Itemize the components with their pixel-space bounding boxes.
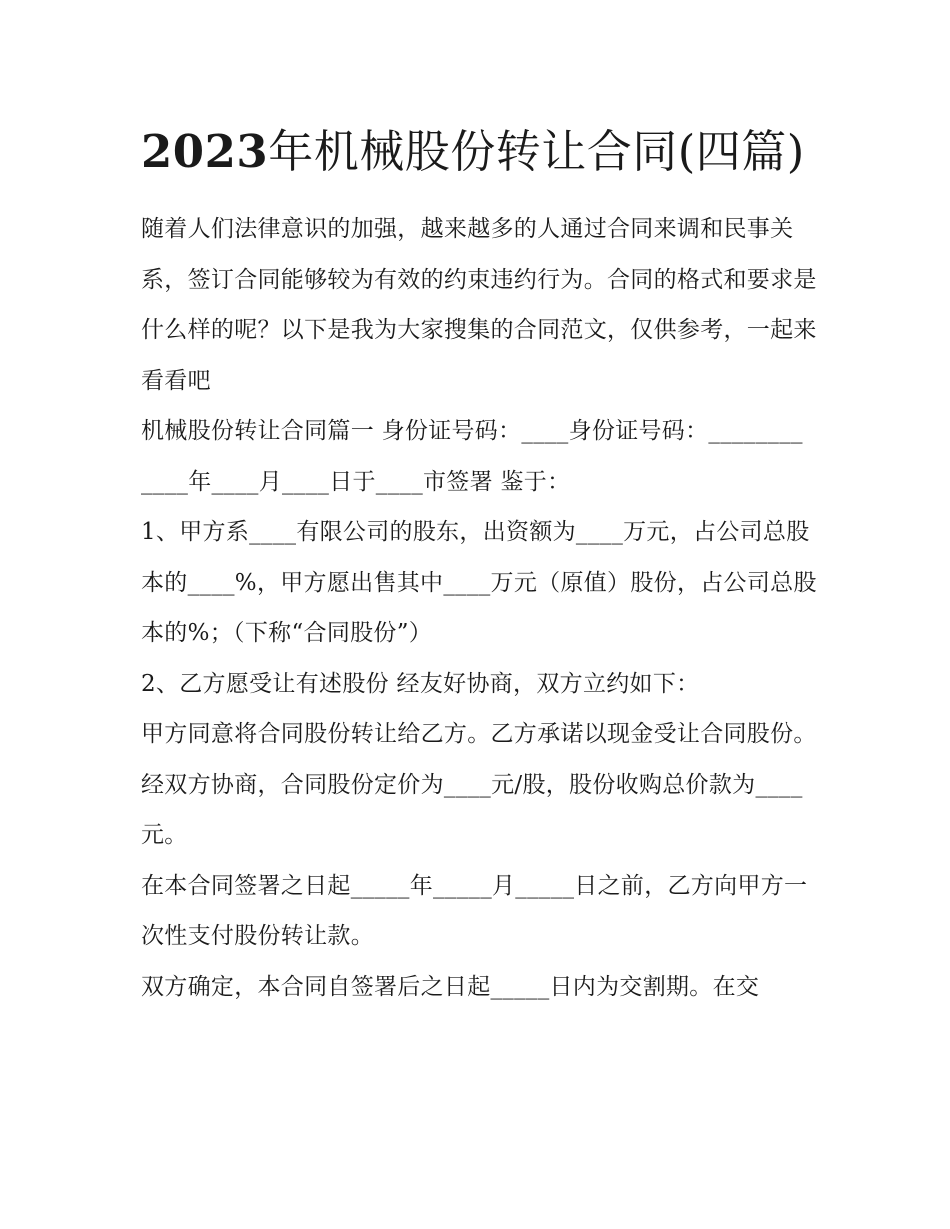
- title-text: 年机械股份转让合同(四篇): [268, 125, 805, 178]
- transfer-price-paragraph: 甲方同意将合同股份转让给乙方。乙方承诺以现金受让合同股份。经双方协商，合同股份定价为____元/股，股份收购总价款为____元。: [141, 721, 817, 848]
- delivery-period-paragraph: 双方确定，本合同自签署后之日起_____日内为交割期。在交: [141, 973, 760, 1000]
- contract-header-paragraph: 机械股份转让合同篇一 身份证号码：____身份证号码：________ ____年____月____日于____市签署 鉴于：: [141, 418, 803, 495]
- document-title: [141, 110, 820, 194]
- intro-paragraph: 随着人们法律意识的加强，越来越多的人通过合同来调和民事关系，签订合同能够较为有效的约束违约行为。合同的格式和要求是什么样的呢？以下是我为大家搜集的合同范文，仅供参考，一起来看看吧: [141, 216, 817, 394]
- clause-2-paragraph: 2、乙方愿受让有述股份 经友好协商，双方立约如下：: [141, 670, 700, 697]
- payment-paragraph: 在本合同签署之日起_____年_____月_____日之前，乙方向甲方一次性支付股份转让款。: [141, 872, 808, 949]
- clause-1-paragraph: 1、甲方系____有限公司的股东，出资额为____万元，占公司总股本的____%，甲方愿出售其中____万元（原值）股份，占公司总股本的%；（下称“合同股份”）: [141, 519, 817, 646]
- title-year: 2023: [141, 125, 269, 178]
